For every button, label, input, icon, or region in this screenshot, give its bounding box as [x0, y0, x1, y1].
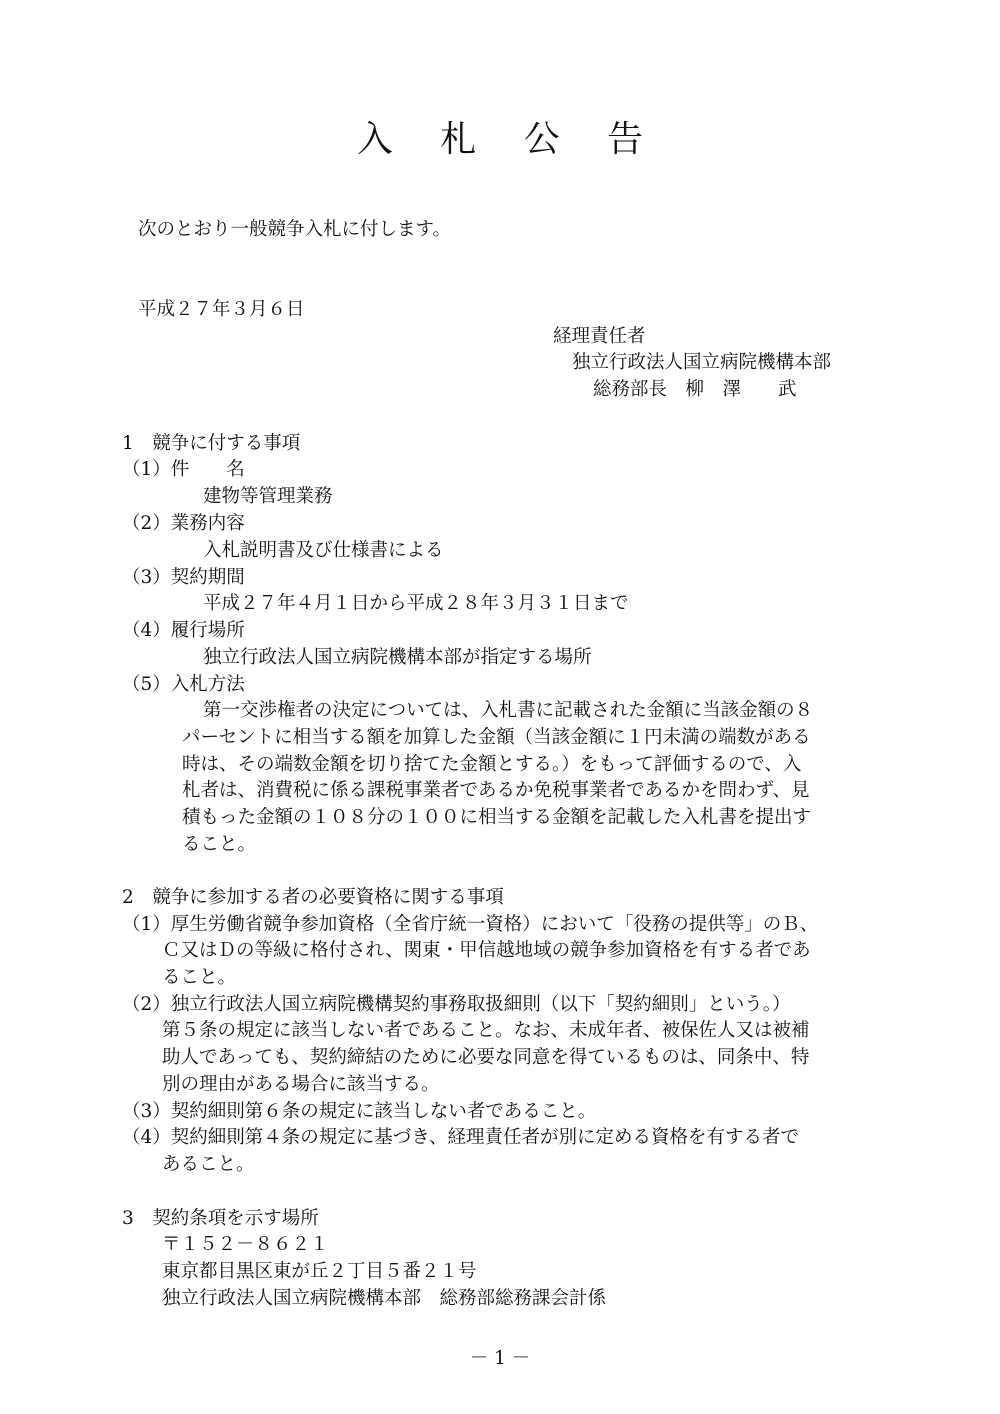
item-label: （5）入札方法 — [122, 674, 245, 695]
section-heading: 3 契約条項を示す場所 — [122, 1208, 319, 1229]
item-body: ること。 — [182, 834, 257, 855]
address: 東京都目黒区東が丘２丁目５番２１号 — [162, 1261, 477, 1282]
item-body: 入札説明書及び仕様書による — [203, 540, 444, 561]
item-body: 第一交渉権者の決定については、入札書に記載された金額に当該金額の８ — [203, 700, 814, 721]
qualification-line: （3）契約細則第６条の規定に該当しない者であること。 — [122, 1101, 597, 1122]
qualification-line: あること。 — [162, 1154, 255, 1175]
page-number: － 1 － — [469, 1348, 531, 1369]
item-body: 独立行政法人国立病院機構本部が指定する場所 — [203, 647, 592, 668]
qualification-line: 別の理由がある場合に該当する。 — [162, 1074, 440, 1095]
qualification-line: （4）契約細則第４条の規定に基づき、経理責任者が別に定める資格を有する者で — [122, 1127, 800, 1148]
item-label: （1）件 名 — [122, 459, 245, 480]
item-label: （4）履行場所 — [122, 620, 245, 641]
section-heading: 1 競争に付する事項 — [122, 433, 301, 454]
notice-date: 平成２７年３月６日 — [138, 299, 305, 320]
qualification-line: 第５条の規定に該当しない者であること。なお、未成年者、被保佐人又は被補 — [162, 1020, 810, 1041]
qualification-line: （2）独立行政法人国立病院機構契約事務取扱細則（以下「契約細則」という。） — [122, 994, 791, 1015]
item-label: （2）業務内容 — [122, 513, 245, 534]
postal-code: 〒１５２－８６２１ — [162, 1234, 329, 1255]
item-body: 札者は、消費税に係る課税事業者であるか免税事業者であるかを問わず、見 — [182, 780, 810, 801]
qualification-line: 助人であっても、契約締結のために必要な同意を得ているものは、同条中、特 — [162, 1047, 810, 1068]
item-body: 建物等管理業務 — [203, 486, 333, 507]
item-body: パーセントに相当する額を加算した金額（当該金額に１円未満の端数がある — [182, 727, 811, 748]
qualification-line: Ｃ又はＤの等級に格付され、関東・甲信越地域の競争参加資格を有する者であ — [162, 940, 811, 961]
issuer-name: 総務部長 柳 澤 武 — [593, 379, 797, 400]
qualification-line: （1）厚生労働省競争参加資格（全省庁統一資格）において「役務の提供等」のＢ、 — [122, 914, 819, 935]
page-title: 入 札 公 告 — [356, 119, 662, 160]
item-body: 積もった金額の１０８分の１００に相当する金額を記載した入札書を提出す — [182, 807, 812, 828]
item-body: 平成２７年４月１日から平成２８年３月３１日まで — [203, 593, 629, 614]
section-heading: 2 競争に参加する者の必要資格に関する事項 — [122, 887, 504, 908]
department: 独立行政法人国立病院機構本部 総務部総務課会計係 — [162, 1288, 607, 1309]
item-label: （3）契約期間 — [122, 567, 245, 588]
qualification-line: ること。 — [162, 967, 237, 988]
issuer-role: 経理責任者 — [553, 326, 646, 347]
intro-text: 次のとおり一般競争入札に付します。 — [138, 219, 452, 240]
issuer-org: 独立行政法人国立病院機構本部 — [572, 352, 832, 373]
item-body: 時は、その端数金額を切り捨てた金額とする。）をもって評価するので、入 — [182, 754, 802, 775]
